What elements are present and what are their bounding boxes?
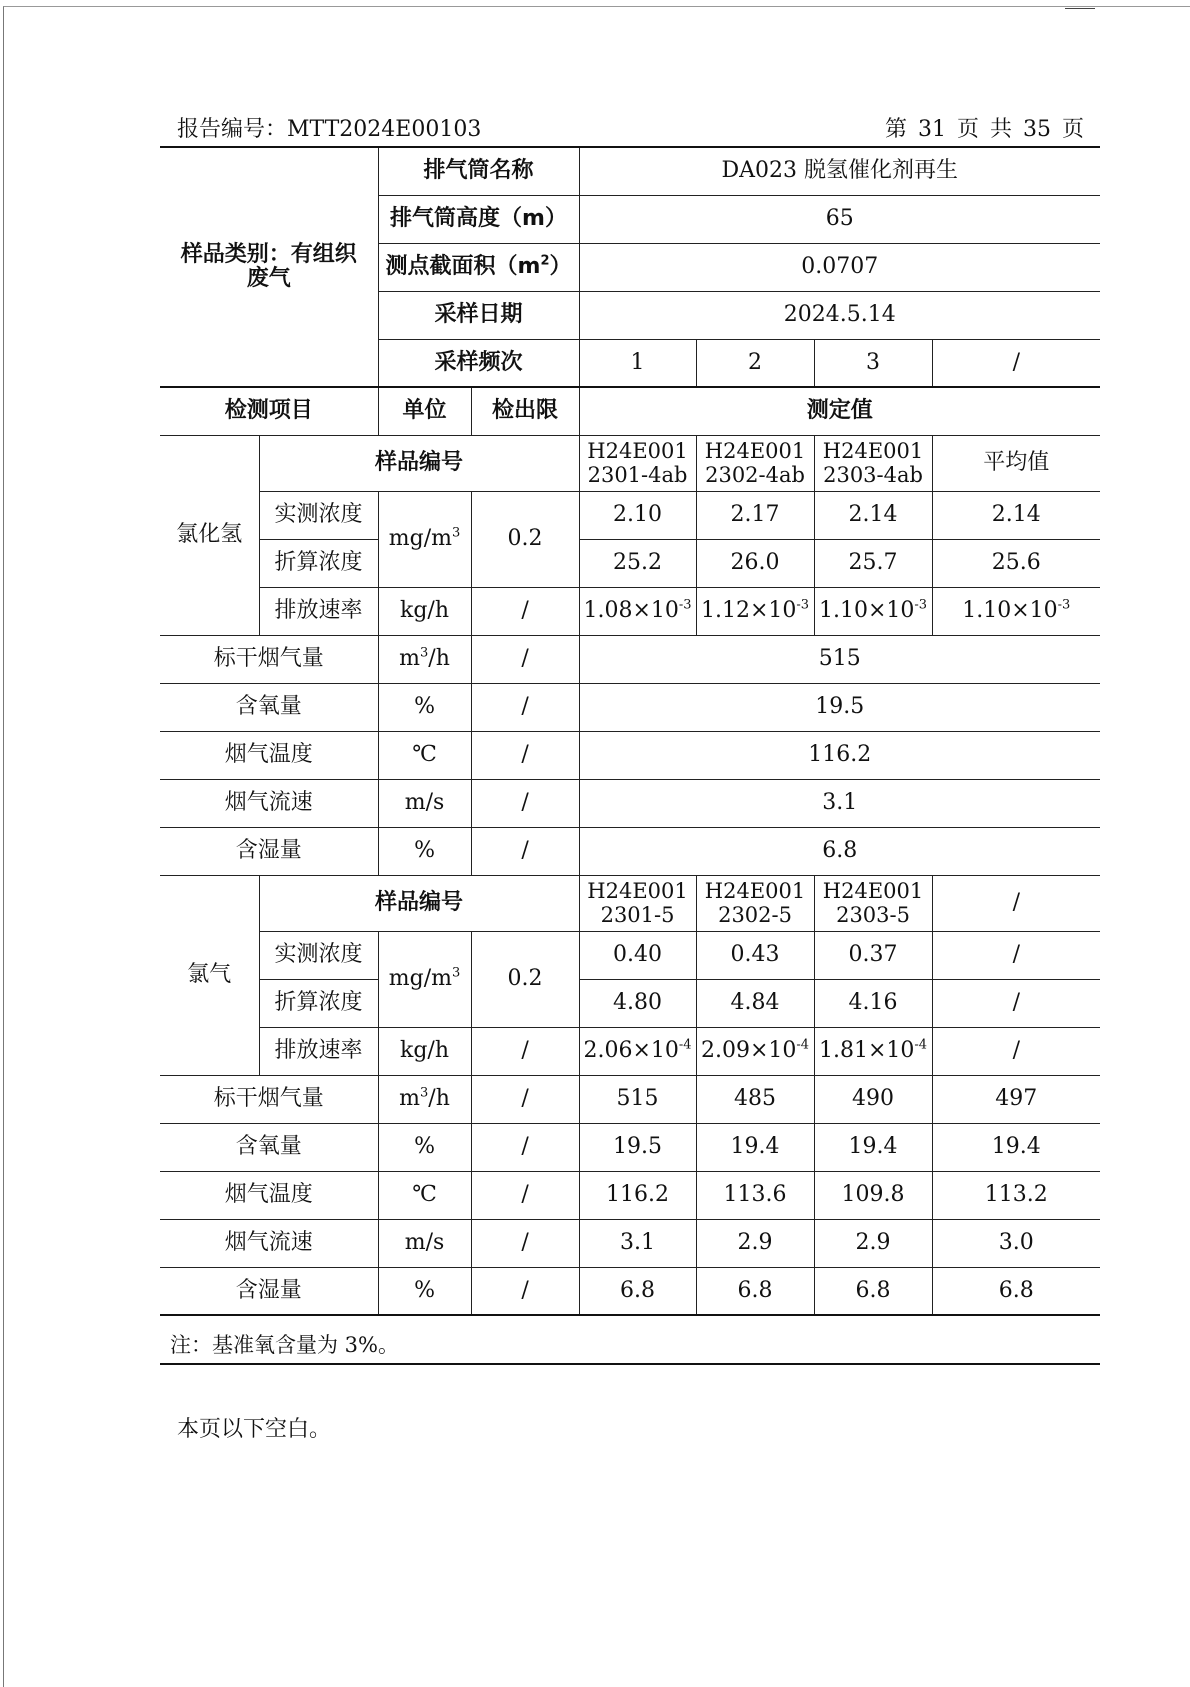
cl2-rate-unit: kg/h [378,1027,471,1075]
cl2-sample-4: / [932,875,1100,931]
hcl-measured-3: 2.14 [814,491,932,539]
cl2-sample-2: H24E001 2302-5 [696,875,814,931]
stack-name: DA023 脱氢催化剂再生 [579,147,1100,195]
cl2-param-limit: / [471,1219,579,1267]
cl2-converted-1: 4.80 [579,979,696,1027]
hcl-converted-2: 26.0 [696,539,814,587]
cl2-param-value: 6.8 [579,1267,696,1315]
col-value: 测定值 [579,387,1100,435]
hcl-param-value: 3.1 [579,779,1100,827]
footnote-rule [160,1363,1100,1365]
cl2-param-value: 109.8 [814,1171,932,1219]
freq-2: 2 [696,339,814,387]
cl2-param-value: 19.4 [814,1123,932,1171]
hcl-param-label: 含湿量 [160,827,378,875]
cl2-param-value: 490 [814,1075,932,1123]
cl2-rate-limit: / [471,1027,579,1075]
cl2-param-value: 113.2 [932,1171,1100,1219]
cl2-rate-2: $2.09\times 10^{-4}$ [696,1027,814,1075]
hcl-param-value: 116.2 [579,731,1100,779]
cl2-param-label: 烟气流速 [160,1219,378,1267]
cl2-param-label: 烟气温度 [160,1171,378,1219]
cl2-param-value: 6.8 [696,1267,814,1315]
hcl-converted-label: 折算浓度 [259,539,378,587]
cl2-param-unit: $m^3/h$ [378,1075,471,1123]
date-label: 采样日期 [378,291,579,339]
hcl-average-label: 平均值 [932,435,1100,491]
cl2-param-label: 标干烟气量 [160,1075,378,1123]
freq-4: / [932,339,1100,387]
hcl-limit: 0.2 [471,491,579,587]
report-table [160,146,1100,1316]
cl2-converted-3: 4.16 [814,979,932,1027]
freq-label: 采样频次 [378,339,579,387]
hcl-measured-avg: 2.14 [932,491,1100,539]
cl2-measured-label: 实测浓度 [259,931,378,979]
cl2-param-value: 19.4 [932,1123,1100,1171]
cl2-param-value: 3.1 [579,1219,696,1267]
hcl-rate-3: $1.10\times 10^{-3}$ [814,587,932,635]
hcl-sample-3: H24E001 2303-4ab [814,435,932,491]
stack-height-label: 排气筒高度（m） [378,195,579,243]
hcl-param-limit: / [471,731,579,779]
cl2-converted-label: 折算浓度 [259,979,378,1027]
cl2-rate-4: / [932,1027,1100,1075]
report-number: 报告编号：MTT2024E00103 [177,117,482,142]
cl2-param-value: 19.5 [579,1123,696,1171]
cl2-param-label: 含湿量 [160,1267,378,1315]
cl2-measured-3: 0.37 [814,931,932,979]
footnote: 注：基准氧含量为 3%。 [170,1333,399,1357]
hcl-param-unit: % [378,827,471,875]
hcl-param-label: 烟气流速 [160,779,378,827]
stack-name-label: 排气筒名称 [378,147,579,195]
hcl-measured-label: 实测浓度 [259,491,378,539]
hcl-param-value: 515 [579,635,1100,683]
cl2-param-unit: % [378,1123,471,1171]
col-limit: 检出限 [471,387,579,435]
col-unit: 单位 [378,387,471,435]
hcl-param-label: 烟气温度 [160,731,378,779]
cl2-param-limit: / [471,1171,579,1219]
cl2-rate-1: $2.06\times 10^{-4}$ [579,1027,696,1075]
cl2-param-limit: / [471,1075,579,1123]
hcl-measured-1: 2.10 [579,491,696,539]
hcl-param-label: 标干烟气量 [160,635,378,683]
cl2-sample-label: 样品编号 [259,875,579,931]
blank-page-note: 本页以下空白。 [177,1417,332,1442]
cl2-converted-4: / [932,979,1100,1027]
cl2-param-label: 含氧量 [160,1123,378,1171]
cl2-param-unit: % [378,1267,471,1315]
hcl-param-limit: / [471,827,579,875]
cl2-measured-1: 0.40 [579,931,696,979]
page-number: 第 31 页 共 35 页 [885,117,1084,142]
cl2-param-value: 497 [932,1075,1100,1123]
hcl-name: 氯化氢 [160,435,259,635]
hcl-rate-limit: / [471,587,579,635]
hcl-param-unit: $m^3/h$ [378,635,471,683]
cl2-name: 氯气 [160,875,259,1075]
cl2-converted-2: 4.84 [696,979,814,1027]
hcl-measured-2: 2.17 [696,491,814,539]
hcl-param-limit: / [471,779,579,827]
cl2-rate-3: $1.81\times 10^{-4}$ [814,1027,932,1075]
cl2-sample-3: H24E001 2303-5 [814,875,932,931]
cl2-sample-1: H24E001 2301-5 [579,875,696,931]
hcl-param-label: 含氧量 [160,683,378,731]
hcl-param-limit: / [471,683,579,731]
cl2-measured-2: 0.43 [696,931,814,979]
area-label: 测点截面积$(m^2)$ [378,243,579,291]
hcl-rate-2: $1.12\times 10^{-3}$ [696,587,814,635]
hcl-rate-unit: kg/h [378,587,471,635]
freq-1: 1 [579,339,696,387]
cl2-conc-unit: $mg/m^3$ [378,931,471,1027]
cl2-param-value: 116.2 [579,1171,696,1219]
hcl-param-unit: ℃ [378,731,471,779]
cl2-measured-4: / [932,931,1100,979]
stack-height: 65 [579,195,1100,243]
hcl-conc-unit: $mg/m^3$ [378,491,471,587]
hcl-param-value: 19.5 [579,683,1100,731]
cl2-param-value: 6.8 [932,1267,1100,1315]
cl2-param-limit: / [471,1123,579,1171]
hcl-param-value: 6.8 [579,827,1100,875]
hcl-param-unit: m/s [378,779,471,827]
cl2-param-value: 3.0 [932,1219,1100,1267]
cl2-rate-label: 排放速率 [259,1027,378,1075]
date-value: 2024.5.14 [579,291,1100,339]
cl2-param-value: 6.8 [814,1267,932,1315]
freq-3: 3 [814,339,932,387]
hcl-rate-avg: $1.10\times 10^{-3}$ [932,587,1100,635]
hcl-sample-2: H24E001 2302-4ab [696,435,814,491]
hcl-converted-3: 25.7 [814,539,932,587]
scan-mark [1065,8,1095,9]
hcl-param-unit: % [378,683,471,731]
cl2-param-value: 2.9 [814,1219,932,1267]
hcl-param-limit: / [471,635,579,683]
hcl-sample-label: 样品编号 [259,435,579,491]
cl2-param-value: 515 [579,1075,696,1123]
hcl-converted-avg: 25.6 [932,539,1100,587]
hcl-rate-label: 排放速率 [259,587,378,635]
cl2-param-value: 2.9 [696,1219,814,1267]
cl2-param-value: 19.4 [696,1123,814,1171]
cl2-param-unit: ℃ [378,1171,471,1219]
hcl-rate-1: $1.08\times 10^{-3}$ [579,587,696,635]
sample-category: 样品类别：有组织废气 [160,147,378,387]
cl2-limit: 0.2 [471,931,579,1027]
cl2-param-limit: / [471,1267,579,1315]
hcl-sample-1: H24E001 2301-4ab [579,435,696,491]
cl2-param-value: 113.6 [696,1171,814,1219]
col-item: 检测项目 [160,387,378,435]
cl2-param-unit: m/s [378,1219,471,1267]
cl2-param-value: 485 [696,1075,814,1123]
hcl-converted-1: 25.2 [579,539,696,587]
area-value: 0.0707 [579,243,1100,291]
